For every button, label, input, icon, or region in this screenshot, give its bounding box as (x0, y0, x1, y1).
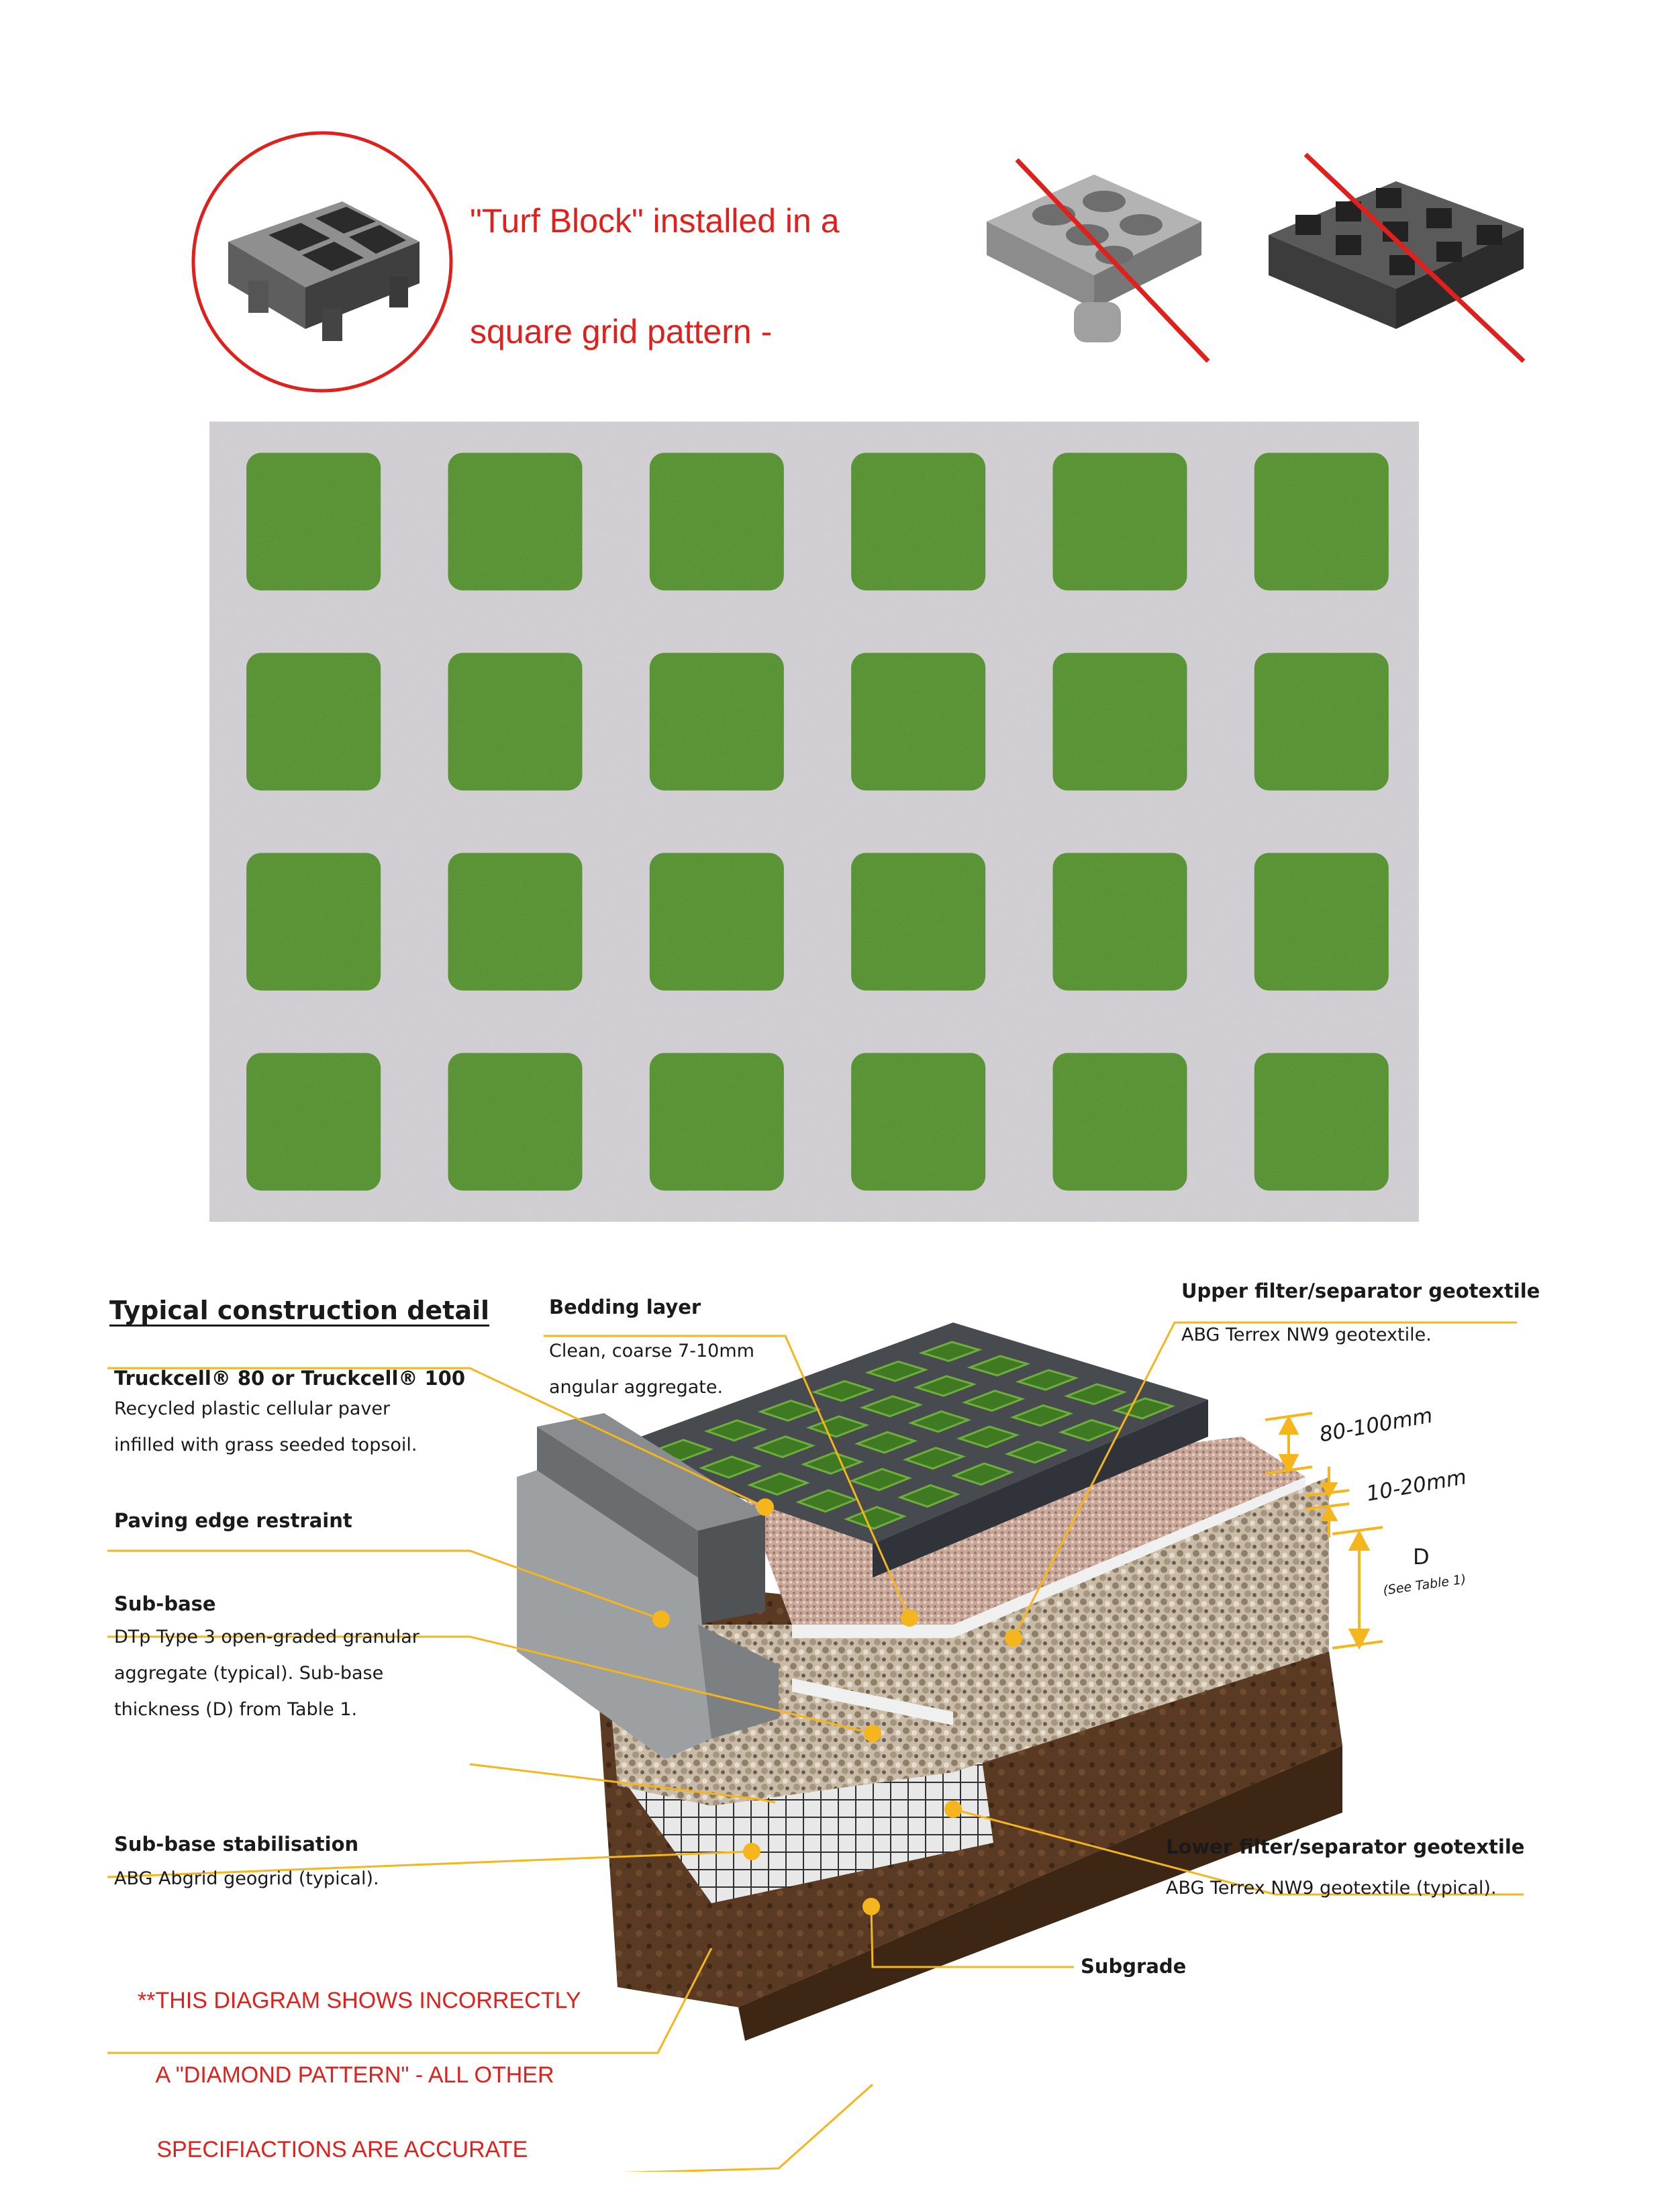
stabilisation-title: Sub-base stabilisation (114, 1833, 359, 1856)
bedding-line: angular aggregate. (549, 1377, 724, 1398)
subbase-description (114, 1619, 420, 1728)
subgrade-dot (862, 1898, 880, 1915)
dimension-d-note: (See Table 1) (1382, 1572, 1467, 1598)
subbase-line: DTp Type 3 open-graded granular (114, 1627, 420, 1647)
lower-geotextile-dot (944, 1800, 962, 1818)
dimension-markers (1265, 1413, 1383, 1648)
subgrade-leader (871, 1907, 1074, 1967)
stabilisation-line: ABG Abgrid geogrid (typical). (114, 1868, 379, 1889)
stabilisation-description (114, 1861, 379, 1897)
upper-geotextile-description (1181, 1317, 1432, 1353)
note-line: square grid pattern - (470, 313, 773, 350)
truckcell-description (114, 1391, 417, 1463)
upper-geotextile-dot (1005, 1629, 1022, 1647)
upper-geotextile-title: Upper filter/separator geotextile (1181, 1280, 1540, 1302)
subbase-dot (864, 1725, 881, 1742)
warning-line: SPECIFIACTIONS ARE ACCURATE (138, 2137, 528, 2162)
bedding-description (549, 1333, 754, 1406)
truckcell-dot (756, 1498, 774, 1516)
warning-line: A "DIAMOND PATTERN" - ALL OTHER (138, 2062, 554, 2088)
construction-heading: Typical construction detail (109, 1296, 490, 1325)
subgrade-title: Subgrade (1081, 1955, 1187, 1978)
bedding-line: Clean, coarse 7-10mm (549, 1341, 754, 1361)
note-line: "Turf Block" installed in a (470, 202, 840, 240)
stabilisation-dot (743, 1843, 760, 1860)
truckcell-line: infilled with grass seeded topsoil. (114, 1435, 417, 1455)
diagram-warning-note (138, 1939, 581, 2212)
truckcell-title: Truckcell® 80 or Truckcell® 100 (114, 1367, 466, 1390)
subbase-title: Sub-base (114, 1592, 216, 1615)
upper-geotextile-line: ABG Terrex NW9 geotextile. (1181, 1325, 1432, 1345)
bedding-title: Bedding layer (549, 1296, 701, 1318)
lower-geotextile-title: Lower filter/separator geotextile (1166, 1835, 1525, 1858)
subbase-line: aggregate (typical). Sub-base (114, 1663, 384, 1684)
truckcell-line: Recycled plastic cellular paver (114, 1398, 391, 1419)
subbase-line: thickness (D) from Table 1. (114, 1699, 358, 1720)
lower-geotextile-description (1166, 1870, 1497, 1907)
bedding-dot (901, 1609, 918, 1627)
dimension-top: 80-100mm (1318, 1403, 1435, 1447)
edge-restraint-title: Paving edge restraint (114, 1509, 352, 1532)
warning-line: **THIS DIAGRAM SHOWS INCORRECTLY (138, 1988, 581, 2013)
lower-geotextile-line: ABG Terrex NW9 geotextile (typical). (1166, 1878, 1497, 1898)
dimension-d: D (1413, 1544, 1430, 1570)
edge-restraint-dot (652, 1610, 670, 1628)
dimension-middle: 10-20mm (1365, 1465, 1469, 1506)
